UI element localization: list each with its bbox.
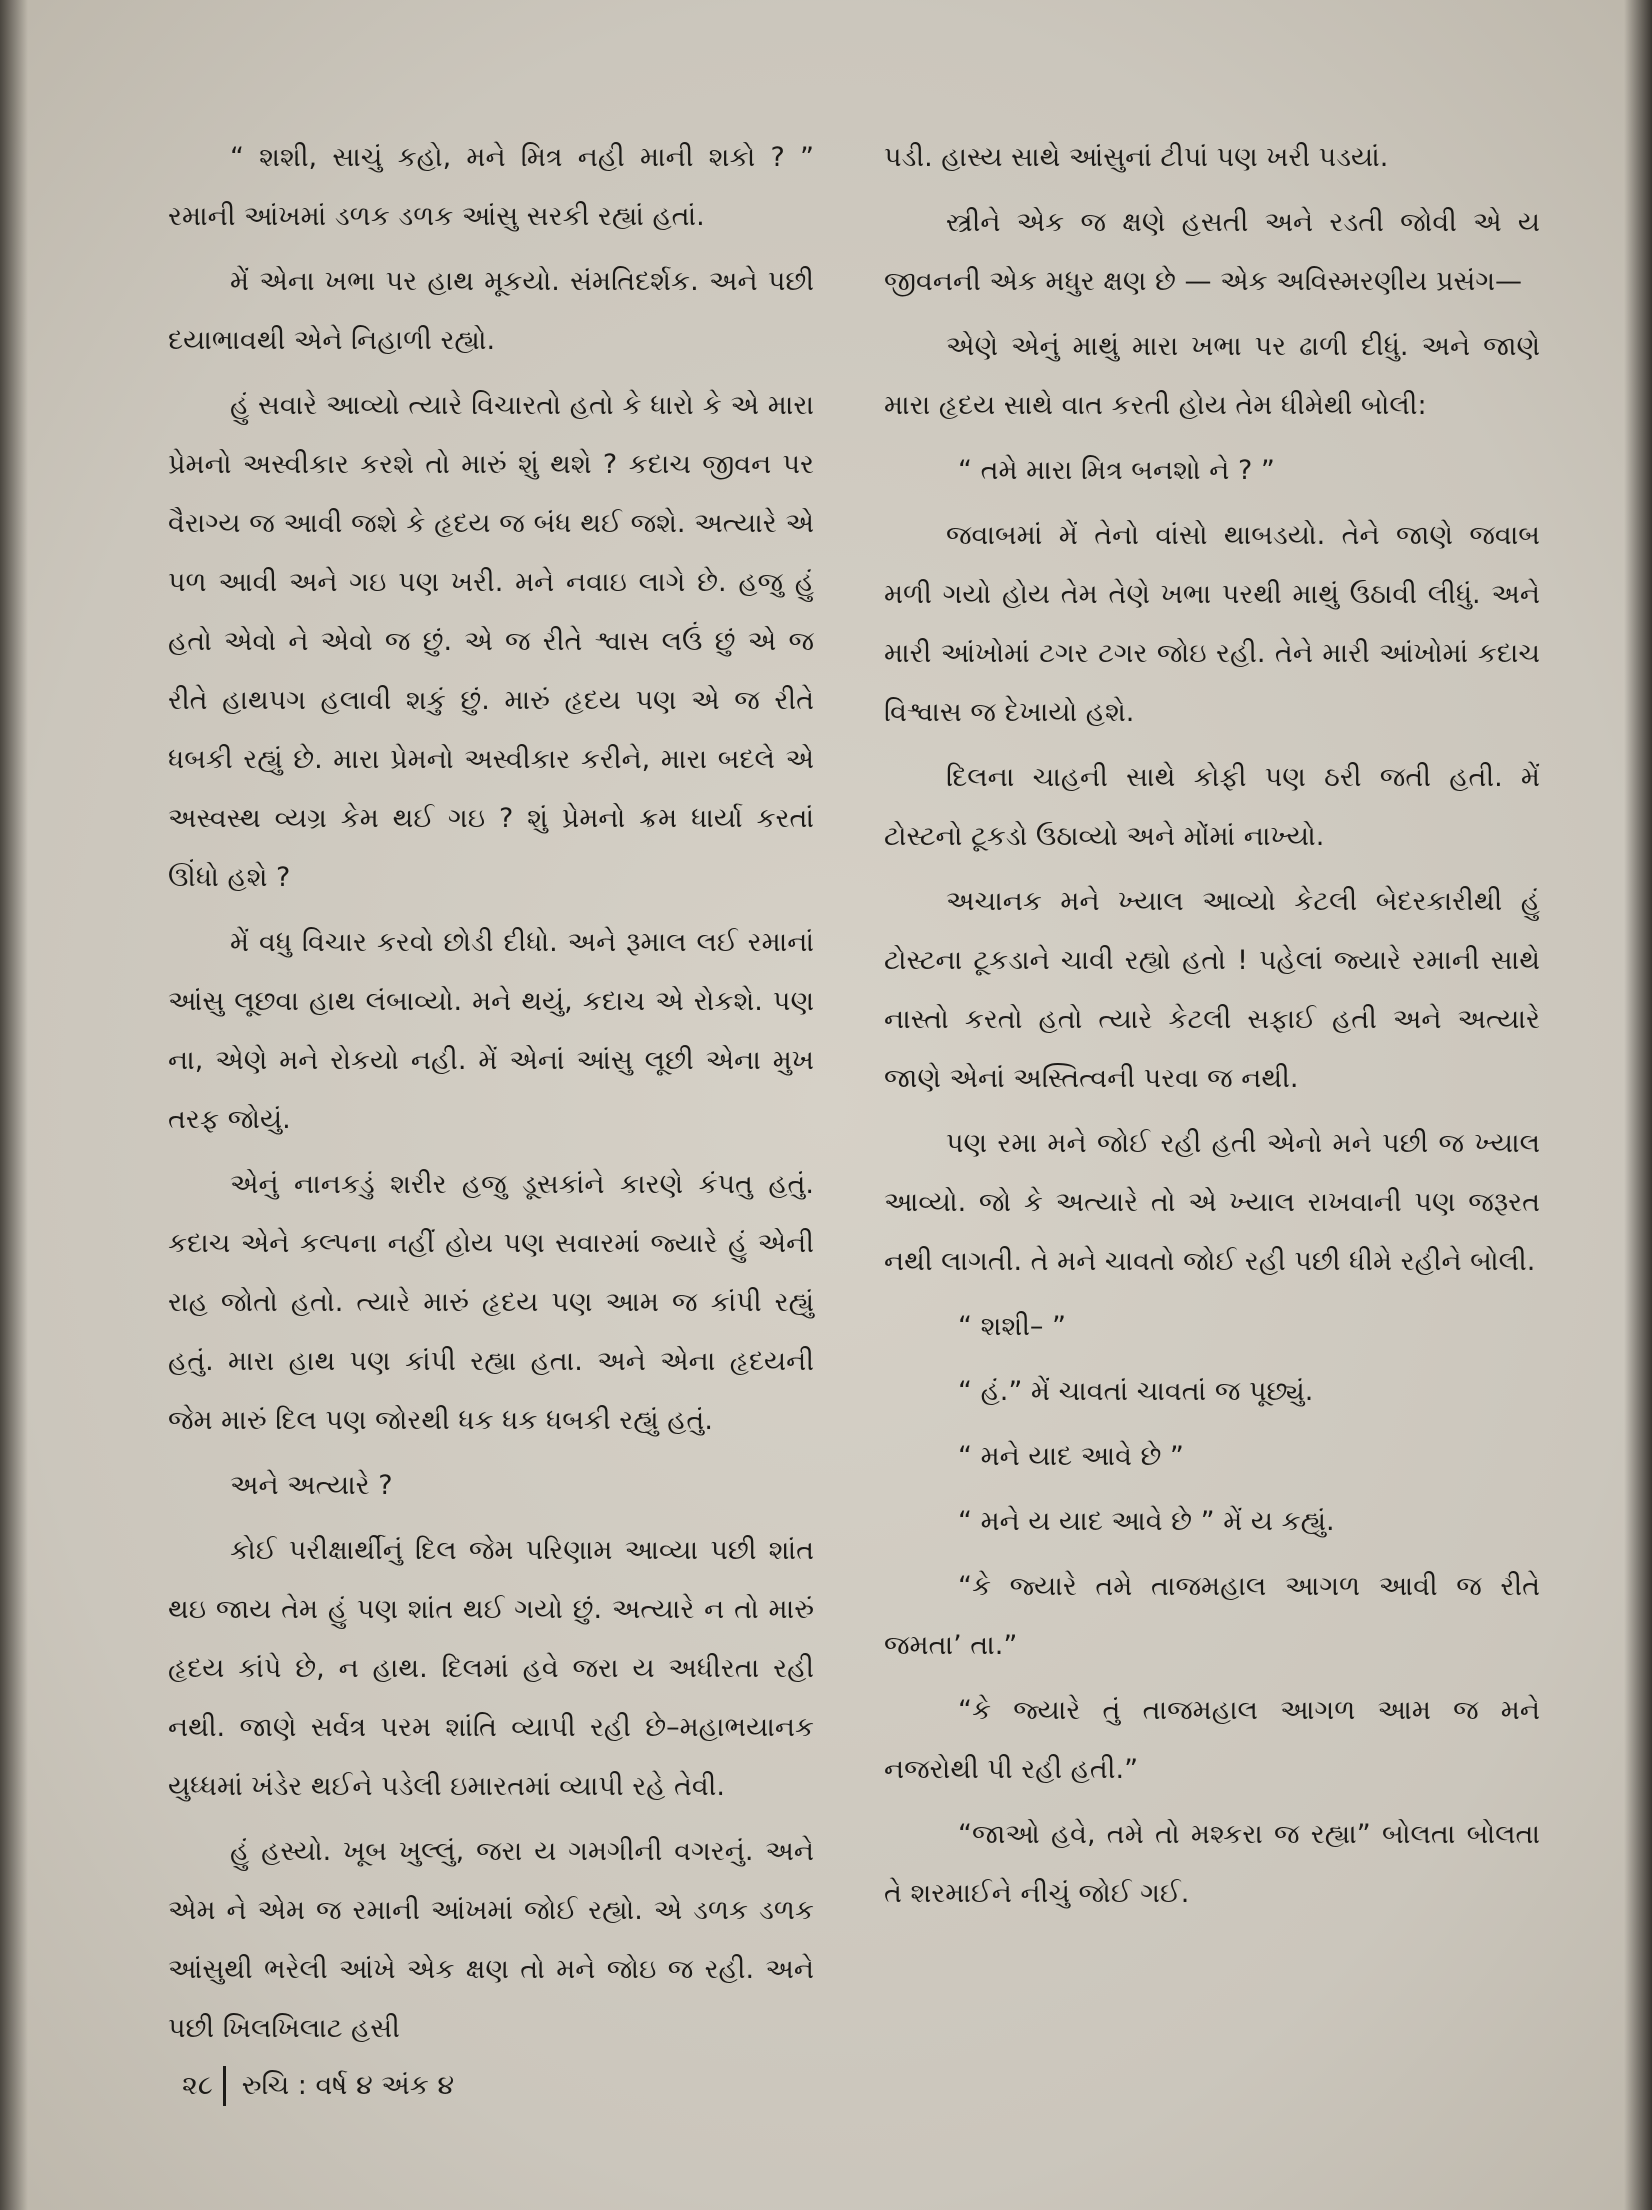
dialogue-line: “ તમે મારા મિત્ર બનશો ને ? ” [958,455,1275,486]
dialogue-line: “ હં.” મેં ચાવતાં ચાવતાં જ પૂછ્યું. [958,1376,1314,1407]
footer-divider [223,2066,226,2106]
dialogue-line: “કે જ્યારે તમે તાજમહાલ આગળ આવી જ રીતે જમતા’ તા.” [884,1571,1540,1661]
text-column-right [884,128,1540,1929]
paragraph: એનું નાનકડું શરીર હજુ ડૂસકાંને કારણે કંપતુ હતું. કદાચ એને કલ્પના નહીં હોય પણ સવારમાં જ્યારે હું એની રાહ જોતો હતો. ત્યારે મારું હૃદય પણ આમ જ કાંપી રહ્યું હતું. મારા હાથ પણ કાંપી રહ્યા હતા. અને એના હૃદયની જેમ મારું દિલ પણ જોરથી ધક ધક ધબકી રહ્યું હતું. [168,1169,814,1436]
paragraph: પણ રમા મને જોઈ રહી હતી એનો મને પછી જ ખ્યાલ આવ્યો. જો કે અત્યારે તો એ ખ્યાલ રાખવાની પણ જરૂરત નથી લાગતી. તે મને ચાવતો જોઈ રહી પછી ધીમે રહીને બોલી. [884,1128,1540,1277]
page-edge-shadow-left [0,0,28,2210]
paragraph: હું સવારે આવ્યો ત્યારે વિચારતો હતો કે ધારો કે એ મારા પ્રેમનો અસ્વીકાર કરશે તો મારું શું થશે ? કદાચ જીવન પર વૈરાગ્ય જ આવી જશે કે હૃદય જ બંધ થઈ જશે. અત્યારે એ પળ આવી અને ગઇ પણ ખરી. મને નવાઇ લાગે છે. હજુ હું હતો એવો ને એવો જ છું. એ જ રીતે શ્વાસ લઉં છું એ જ રીતે હાથપગ હલાવી શકું છું. મારું હૃદય પણ એ જ રીતે ધબકી રહ્યું છે. મારા પ્રેમનો અસ્વીકાર કરીને, મારા બદલે એ અસ્વસ્થ વ્યગ્ર કેમ થઈ ગઇ ? શું પ્રેમનો ક્રમ ધાર્યા કરતાં ઊંધો હશે ? [168,390,814,893]
paragraph: દિલના ચાહની સાથે કોફી પણ ઠરી જતી હતી. મેં ટોસ્ટનો ટૂકડો ઉઠાવ્યો અને મોંમાં નાખ્યો. [884,762,1540,852]
dialogue-line: “ મને યાદ આવે છે ” [958,1441,1184,1472]
paragraph: એણે એનું માથું મારા ખભા પર ઢાળી દીધું. અને જાણે મારા હૃદય સાથે વાત કરતી હોય તેમ ધીમેથી બોલી: [884,331,1540,421]
dialogue-line: “ મને ય યાદ આવે છે ” મેં ય કહ્યું. [958,1506,1335,1537]
paragraph: પડી. હાસ્ય સાથે આંસુનાં ટીપાં પણ ખરી પડયાં. [884,142,1389,173]
page-footer [182,2066,454,2106]
dialogue-line: “ શશી– ” [958,1311,1066,1342]
dialogue-line: “જાઓ હવે, તમે તો મશ્કરા જ રહ્યા” બોલતા બોલતા તે શરમાઈને નીચું જોઈ ગઈ. [884,1819,1540,1909]
publication-issue: રુચિ : વર્ષ ૪ અંક ૪ [241,2070,455,2101]
page-number: ૨૮ [182,2070,213,2101]
paragraph: જવાબમાં મેં તેનો વાંસો થાબડયો. તેને જાણે જવાબ મળી ગયો હોય તેમ તેણે ખભા પરથી માથું ઉઠાવી લીધું. અને મારી આંખોમાં ટગર ટગર જોઇ રહી. તેને મારી આંખોમાં કદાચ વિશ્વાસ જ દેખાયો હશે. [884,520,1540,728]
paragraph: હું હસ્યો. ખૂબ ખુલ્લું, જરા ય ગમગીની વગરનું. અને એમ ને એમ જ રમાની આંખમાં જોઈ રહ્યો. એ ડળક ડળક આંસુથી ભરેલી આંખે એક ક્ષણ તો મને જોઇ જ રહી. અને પછી ખિલખિલાટ હસી [168,1836,814,2044]
paragraph: અને અત્યારે ? [230,1470,393,1501]
page-edge-shadow-right [1624,0,1652,2210]
dialogue-line: “કે જ્યારે તું તાજમહાલ આગળ આમ જ મને નજરોથી પી રહી હતી.” [884,1695,1540,1785]
text-column-left [168,128,814,2064]
paragraph: અચાનક મને ખ્યાલ આવ્યો કેટલી બેદરકારીથી હું ટોસ્ટના ટૂકડાને ચાવી રહ્યો હતો ! પહેલાં જ્યારે રમાની સાથે નાસ્તો કરતો હતો ત્યારે કેટલી સફાઈ હતી અને અત્યારે જાણે એનાં અસ્તિત્વની પરવા જ નથી. [884,886,1540,1094]
paragraph: “ શશી, સાચું કહો, મને મિત્ર નહી માની શકો ? ” રમાની આંખમાં ડળક ડળક આંસુ સરકી રહ્યાં હતાં. [168,142,814,232]
paragraph: મેં એના ખભા પર હાથ મૂકયો. સંમતિદર્શક. અને પછી દયાભાવથી એને નિહાળી રહ્યો. [168,266,814,356]
paragraph: કોઈ પરીક્ષાર્થીનું દિલ જેમ પરિણામ આવ્યા પછી શાંત થઇ જાય તેમ હું પણ શાંત થઈ ગયો છું. અત્યારે ન તો મારું હૃદય કાંપે છે, ન હાથ. દિલમાં હવે જરા ય અધીરતા રહી નથી. જાણે સર્વત્ર પરમ શાંતિ વ્યાપી રહી છે–મહાભયાનક યુધ્ધમાં ખંડેર થઈને પડેલી ઇમારતમાં વ્યાપી રહે તેવી. [168,1535,814,1802]
paragraph: સ્ત્રીને એક જ ક્ષણે હસતી અને રડતી જોવી એ ય જીવનની એક મધુર ક્ષણ છે — એક અવિસ્મરણીય પ્રસંગ— [884,207,1540,297]
paragraph: મેં વધુ વિચાર કરવો છોડી દીધો. અને રૂમાલ લઈ રમાનાં આંસુ લૂછવા હાથ લંબાવ્યો. મને થયું, કદાચ એ રોકશે. પણ ના, એણે મને રોકયો નહી. મેં એનાં આંસુ લૂછી એના મુખ તરફ જોયું. [168,927,814,1135]
